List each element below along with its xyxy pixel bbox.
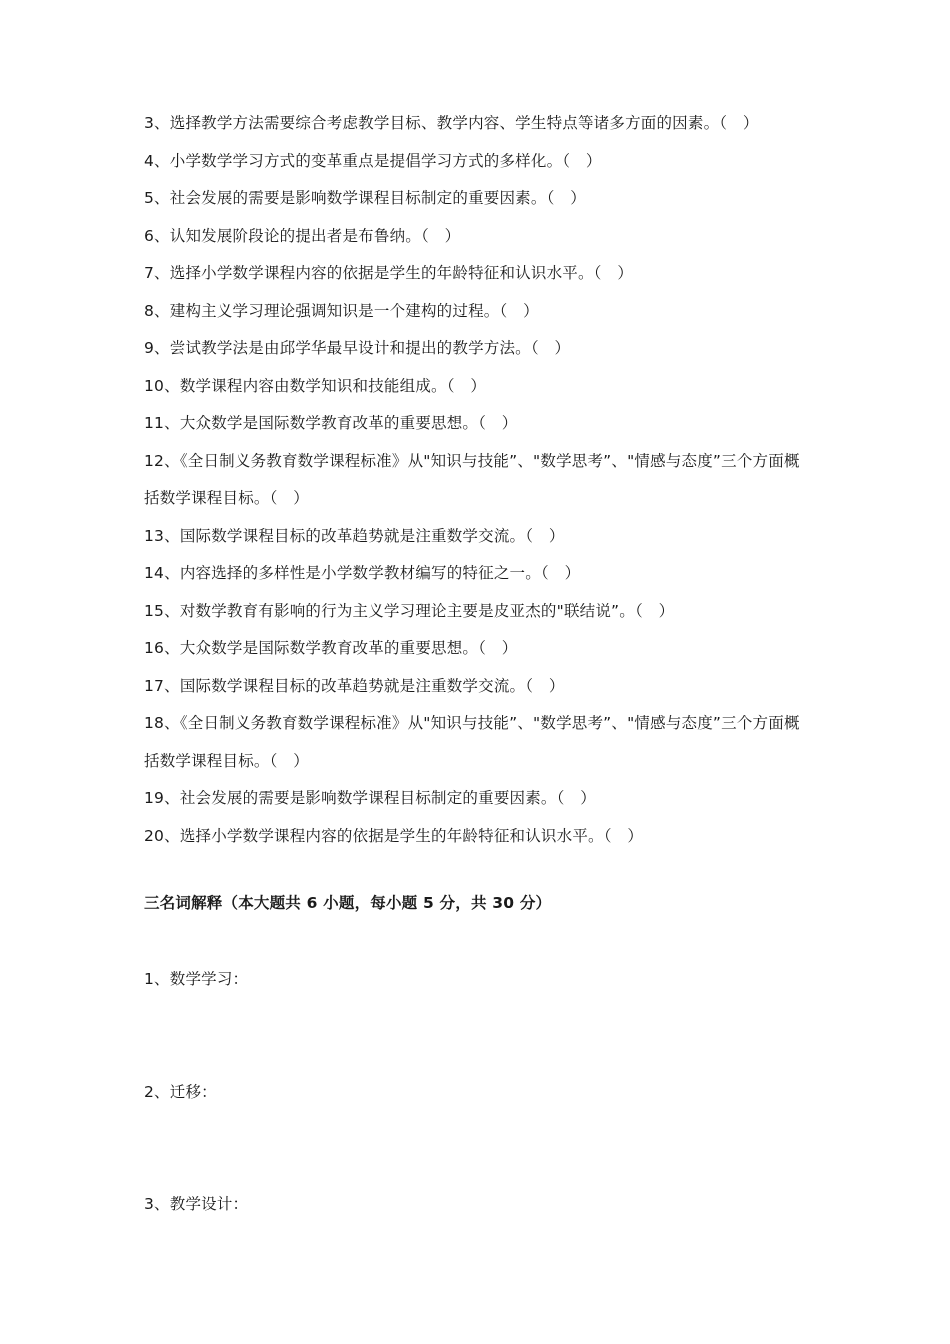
question-item: 11、大众数学是国际数学教育改革的重要思想。（ ） [144,414,518,432]
question-item: 10、数学课程内容由数学知识和技能组成。（ ） [144,376,487,395]
question-item: 6、认知发展阶段论的提出者是布鲁纳。（ ） [144,226,461,245]
question-item: 7、选择小学数学课程内容的依据是学生的年龄特征和认识水平。（ ） [144,264,634,282]
term-definition-item: 1、数学学习： [144,970,249,988]
term-definition-item: 2、迁移： [144,1083,217,1101]
question-item: 20、选择小学数学课程内容的依据是学生的年龄特征和认识水平。（ ） [144,826,644,845]
question-item: 13、国际数学课程目标的改革趋势就是注重数学交流。（ ） [144,526,565,545]
question-item: 5、社会发展的需要是影响数学课程目标制定的重要因素。（ ） [144,189,586,207]
true-false-question-list [144,105,814,855]
question-item: 4、小学数学学习方式的变革重点是提倡学习方式的多样化。（ ） [144,151,602,170]
question-item: 15、对数学教育有影响的行为主义学习理论主要是皮亚杰的"联结说”。（ ） [144,601,675,620]
question-item: 14、内容选择的多样性是小学数学教材编写的特征之一。（ ） [144,564,581,582]
question-item: 3、选择教学方法需要综合考虑教学目标、教学内容、学生特点等诸多方面的因素。（ ） [144,114,759,132]
question-item: 17、国际数学课程目标的改革趋势就是注重数学交流。（ ） [144,676,565,695]
question-item: 9、尝试教学法是由邱学华最早设计和提出的教学方法。（ ） [144,339,571,357]
question-item: 12、《全日制义务教育数学课程标准》从"知识与技能”、"数学思考”、"情感与态度”三个方面概括数学课程目标。（ ） [144,451,800,507]
section-heading: 三名词解释（本大题共 6 小题，每小题 5 分，共 30 分） [144,894,552,912]
term-definition-item: 3、教学设计： [144,1195,249,1213]
question-item: 16、大众数学是国际数学教育改革的重要思想。（ ） [144,639,518,657]
question-item: 18、《全日制义务教育数学课程标准》从"知识与技能”、"数学思考”、"情感与态度”三个方面概括数学课程目标。（ ） [144,714,800,770]
question-item: 19、社会发展的需要是影响数学课程目标制定的重要因素。（ ） [144,789,596,807]
question-item: 8、建构主义学习理论强调知识是一个建构的过程。（ ） [144,301,539,320]
